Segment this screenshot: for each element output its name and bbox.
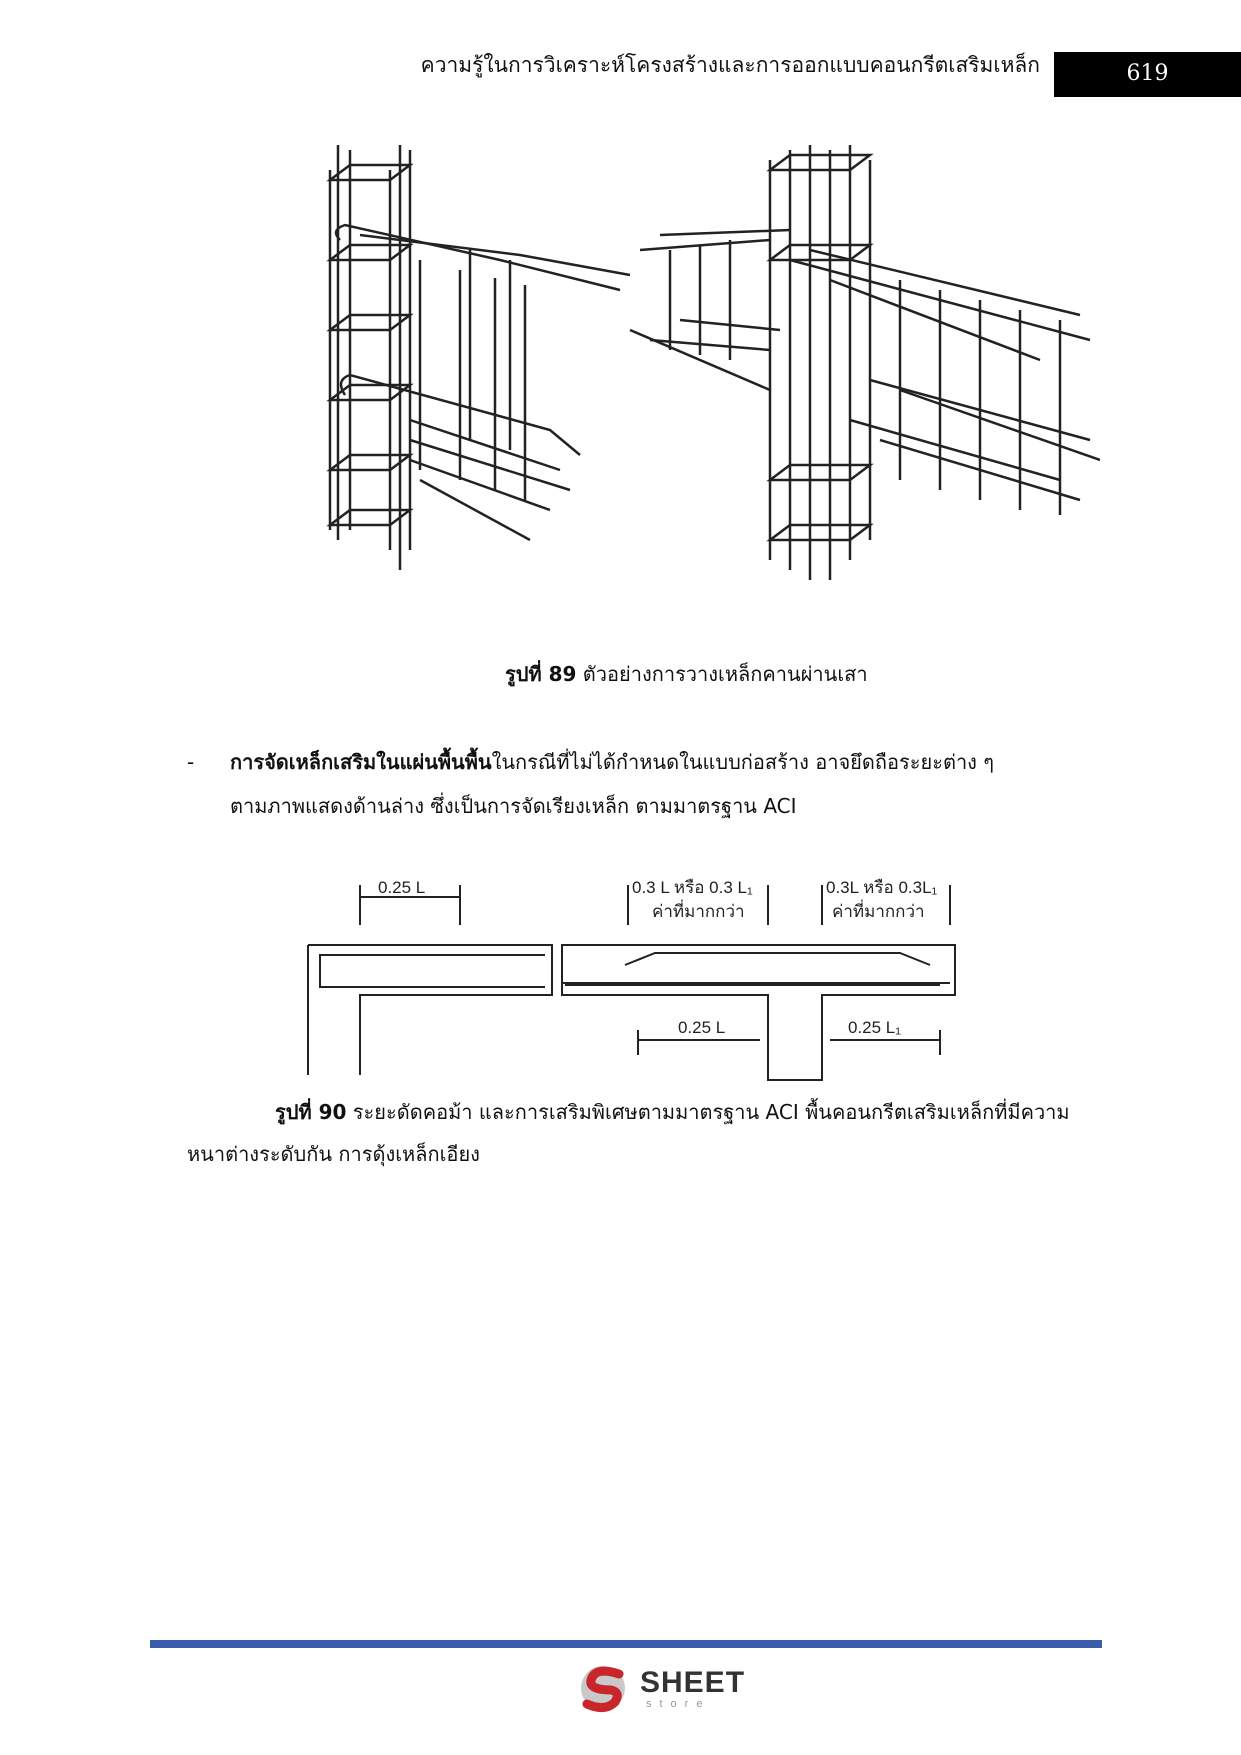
figure-89-label: รูปที่ 89 [505,662,577,686]
dim-mid-top-b: ค่าที่มากกว่า [652,902,745,921]
page-number: 619 [1126,61,1169,86]
figure-89-rebar-drawing [300,140,1100,590]
footer-rule [150,1640,1102,1648]
logo-text: SHEET [640,1666,746,1699]
logo-subtext: store [646,1698,711,1710]
dim-bottom-right: 0.25 L₁ [848,1018,902,1037]
figure-89-caption [505,660,868,688]
figure-89-caption-text: ตัวอย่างการวางเหล็กคานผ่านเสา [576,662,868,686]
figure-90-slab-section [300,865,980,1095]
section-paragraph-line2: ตามภาพแสดงด้านล่าง ซึ่งเป็นการจัดเรียงเหล็ก ตามมาตรฐาน ACI [230,794,797,818]
left-column-cage [330,145,630,570]
right-column-cage [630,145,1100,580]
dim-left-top: 0.25 L [378,878,426,897]
dim-mid-top-a: 0.3 L หรือ 0.3 L₁ [632,878,753,897]
dim-bottom-left: 0.25 L [678,1018,726,1037]
dim-right-top-a: 0.3L หรือ 0.3L₁ [826,878,938,897]
page-number-box [1054,52,1241,97]
running-header-title: ความรู้ในการวิเคราะห์โครงสร้างและการออกแบบคอนกรีตเสริมเหล็ก [420,53,1040,77]
bullet-marker: - [187,750,195,774]
section-line1-rest: ในกรณีที่ไม่ได้กำหนดในแบบก่อสร้าง อาจยึดถือระยะต่าง ๆ [491,750,995,774]
figure-90-caption-line2: หนาต่างระดับกัน การดุ้งเหล็กเอียง [187,1142,480,1166]
dim-right-top-b: ค่าที่มากกว่า [832,902,925,921]
figure-90-caption-text: ระยะดัดคอม้า และการเสริมพิเศษตามมาตรฐาน ACI พื้นคอนกรีตเสริมเหล็กที่มีความ [346,1100,1070,1124]
section-heading: การจัดเหล็กเสริมในแผ่นพื้นพื้น [230,750,492,774]
section-paragraph-line1 [230,748,1060,776]
sheet-store-logo-icon [575,1660,635,1716]
figure-90-label: รูปที่ 90 [275,1100,347,1124]
figure-90-caption [275,1098,1070,1126]
